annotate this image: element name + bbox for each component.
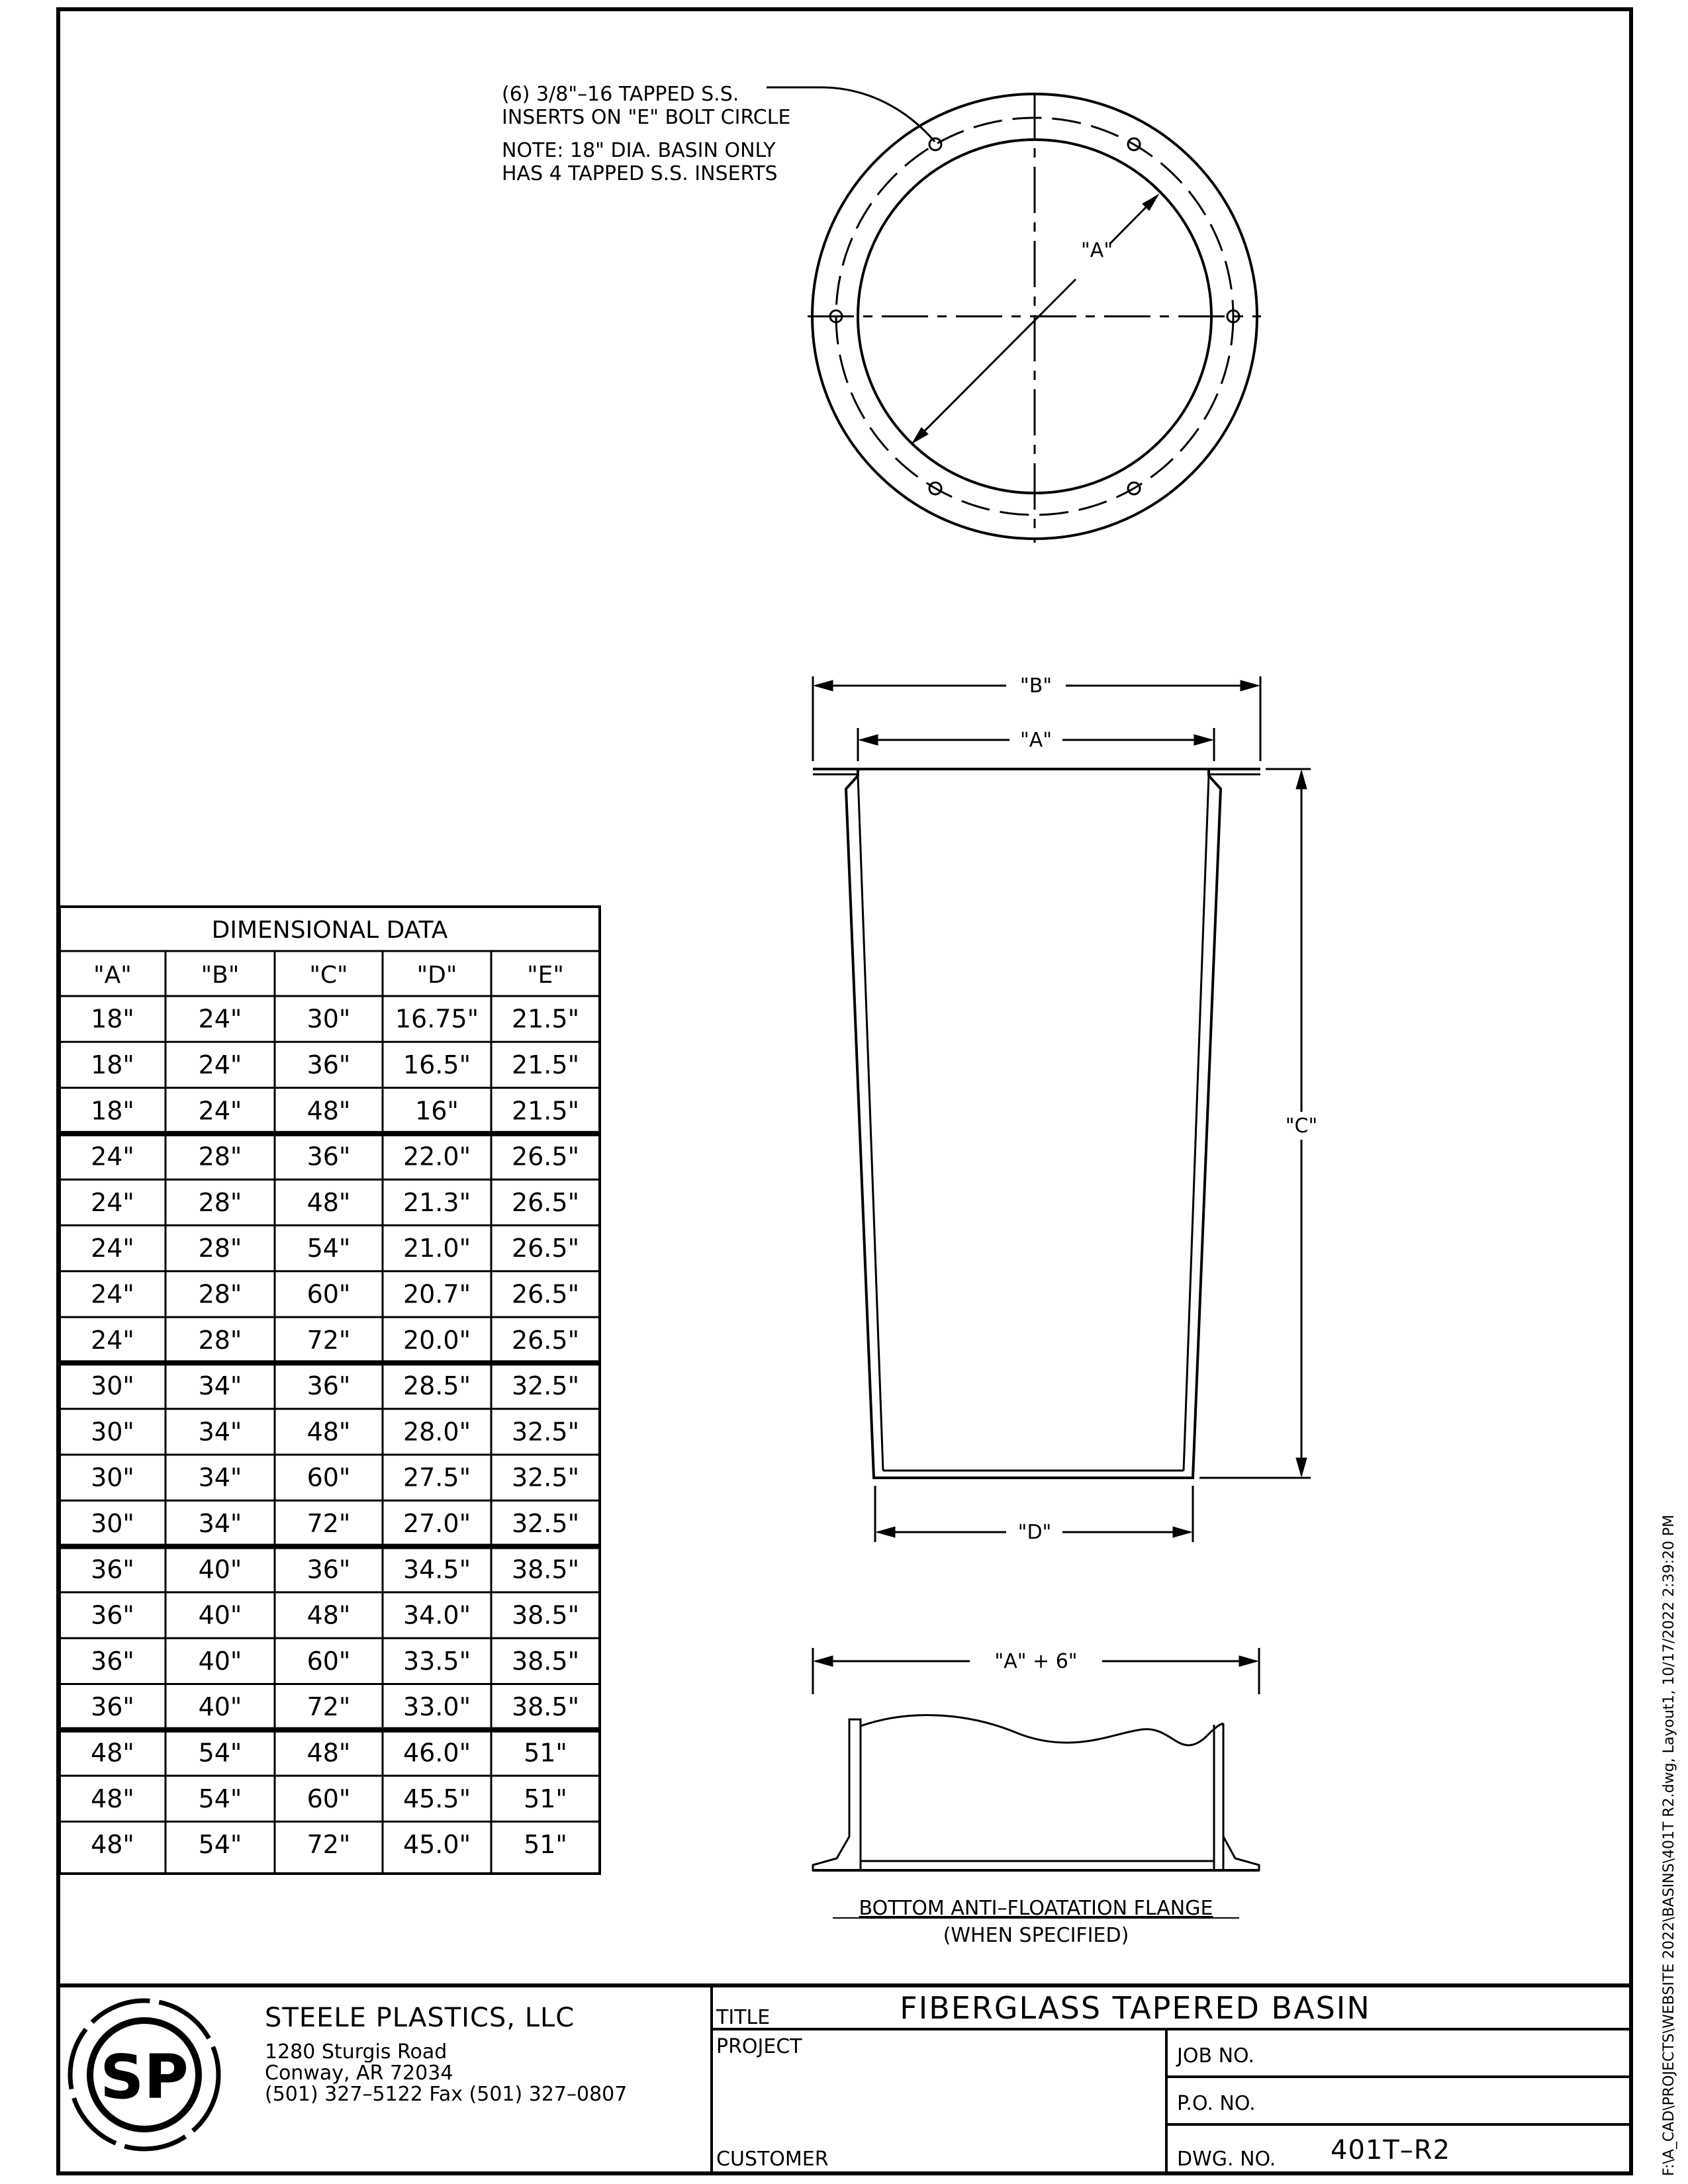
table-cell: 33.5" xyxy=(402,1646,471,1676)
table-cell: 32.5" xyxy=(511,1463,580,1492)
table-cell: 51" xyxy=(524,1784,567,1813)
table-cell: 60" xyxy=(306,1646,351,1676)
table-cell: 18" xyxy=(91,1004,134,1034)
project-label: PROJECT xyxy=(716,2035,802,2058)
table-cell: 72" xyxy=(306,1692,351,1722)
table-cell: 24" xyxy=(91,1234,134,1263)
table-cell: 36" xyxy=(91,1646,134,1676)
table-cell: 21.5" xyxy=(511,1096,580,1126)
table-cell: 72" xyxy=(306,1508,351,1538)
dim-c-arrow-bottom xyxy=(1296,1458,1307,1477)
elevation-view xyxy=(813,676,1311,1542)
flange-caption-line-1: BOTTOM ANTI–FLOATATION FLANGE xyxy=(859,1897,1213,1920)
logo-mark: SP xyxy=(100,2042,189,2113)
plan-note-line-3: NOTE: 18" DIA. BASIN ONLY xyxy=(502,139,776,162)
table-header-cell: "E" xyxy=(527,962,564,989)
table-cell: 60" xyxy=(306,1463,351,1492)
table-cell: 28" xyxy=(198,1279,242,1309)
table-cell: 36" xyxy=(91,1555,134,1584)
table-cell: 21.5" xyxy=(511,1004,580,1034)
company-name: STEELE PLASTICS, LLC xyxy=(265,2003,575,2033)
table-cell: 28" xyxy=(198,1142,242,1171)
table-cell: 26.5" xyxy=(511,1234,580,1263)
dim-b-arrow-right xyxy=(1241,680,1259,691)
dim-c-arrow-top xyxy=(1296,770,1307,789)
table-cell: 48" xyxy=(91,1830,134,1860)
table-cell: 48" xyxy=(306,1738,351,1768)
plan-note-line-4: HAS 4 TAPPED S.S. INSERTS xyxy=(502,162,778,185)
plan-note-line-2: INSERTS ON "E" BOLT CIRCLE xyxy=(502,106,791,129)
table-cell: 18" xyxy=(91,1096,134,1126)
table-cell: 26.5" xyxy=(511,1325,580,1355)
table-header-cell: "D" xyxy=(416,962,457,989)
table-cell: 32.5" xyxy=(511,1508,580,1538)
table-cell: 24" xyxy=(198,1096,242,1126)
flange-left-wall xyxy=(813,1719,861,1870)
po-no-label: P.O. NO. xyxy=(1177,2092,1256,2115)
sheet-border xyxy=(58,9,1631,2173)
table-cell: 36" xyxy=(306,1142,351,1171)
table-cell: 28" xyxy=(198,1234,242,1263)
table-cell: 27.0" xyxy=(402,1508,471,1538)
table-cell: 34" xyxy=(198,1371,242,1401)
table-cell: 40" xyxy=(198,1555,242,1584)
elev-dim-b-label: "B" xyxy=(1019,674,1053,698)
table-cell: 48" xyxy=(91,1738,134,1768)
table-cell: 40" xyxy=(198,1600,242,1630)
table-header-cell: "A" xyxy=(93,962,132,989)
table-title: DIMENSIONAL DATA xyxy=(211,917,448,944)
flange-detail xyxy=(813,1648,1259,1870)
table-cell: 26.5" xyxy=(511,1142,580,1171)
elev-dim-d-label: "D" xyxy=(1017,1521,1052,1544)
table-cell: 48" xyxy=(306,1417,351,1447)
table-cell: 21.0" xyxy=(402,1234,471,1263)
dim-d-arrow-right xyxy=(1173,1527,1192,1537)
table-cell: 54" xyxy=(198,1830,242,1860)
table-cell: 54" xyxy=(198,1738,242,1768)
table-cell: 33.0" xyxy=(402,1692,471,1722)
table-cell: 48" xyxy=(91,1784,134,1813)
table-cell: 40" xyxy=(198,1692,242,1722)
table-cell: 54" xyxy=(306,1234,351,1263)
flange-caption-line-2: (WHEN SPECIFIED) xyxy=(943,1924,1129,1947)
table-cell: 21.5" xyxy=(511,1050,580,1079)
dwg-no-value: 401T–R2 xyxy=(1331,2135,1451,2165)
table-cell: 16.75" xyxy=(395,1004,479,1034)
table-cell: 32.5" xyxy=(511,1417,580,1447)
table-cell: 22.0" xyxy=(402,1142,471,1171)
table-cell: 28" xyxy=(198,1325,242,1355)
table-cell: 24" xyxy=(91,1142,134,1171)
table-cell: 36" xyxy=(306,1050,351,1079)
table-cell: 30" xyxy=(91,1417,134,1447)
table-cell: 72" xyxy=(306,1325,351,1355)
customer-label: CUSTOMER xyxy=(716,2148,829,2171)
company-address-1: 1280 Sturgis Road xyxy=(265,2040,447,2064)
flange-dim-arrow-left xyxy=(814,1656,833,1666)
table-cell: 48" xyxy=(306,1187,351,1217)
table-cell: 36" xyxy=(91,1600,134,1630)
company-address-2: Conway, AR 72034 xyxy=(265,2062,453,2085)
drawing-title: FIBERGLASS TAPERED BASIN xyxy=(900,1990,1371,2026)
plan-note-line-1: (6) 3/8"–16 TAPPED S.S. xyxy=(502,83,739,106)
table-cell: 34.5" xyxy=(402,1555,471,1584)
table-cell: 60" xyxy=(306,1784,351,1813)
table-cell: 30" xyxy=(91,1371,134,1401)
table-cell: 38.5" xyxy=(511,1646,580,1676)
table-cell: 48" xyxy=(306,1096,351,1126)
dimensional-data-table xyxy=(60,907,600,1874)
table-cell: 45.0" xyxy=(402,1830,471,1860)
table-cell: 27.5" xyxy=(402,1463,471,1492)
table-header-cell: "B" xyxy=(201,962,240,989)
table-cell: 36" xyxy=(306,1555,351,1584)
table-cell: 28.0" xyxy=(402,1417,471,1447)
table-cell: 45.5" xyxy=(402,1784,471,1813)
job-no-label: JOB NO. xyxy=(1177,2044,1254,2068)
table-cell: 36" xyxy=(306,1371,351,1401)
table-cell: 16" xyxy=(415,1096,459,1126)
plan-dim-a-label: "A" xyxy=(1081,239,1113,262)
table-cell: 26.5" xyxy=(511,1279,580,1309)
company-phone: (501) 327–5122 Fax (501) 327–0807 xyxy=(265,2083,628,2106)
table-header-cell: "C" xyxy=(309,962,348,989)
elev-dim-c-label: "C" xyxy=(1285,1115,1318,1138)
table-cell: 24" xyxy=(198,1004,242,1034)
table-cell: 24" xyxy=(91,1279,134,1309)
table-cell: 32.5" xyxy=(511,1371,580,1401)
table-cell: 51" xyxy=(524,1738,567,1768)
table-body xyxy=(60,951,600,1874)
dim-a-arrow-left xyxy=(859,735,878,745)
table-cell: 40" xyxy=(198,1646,242,1676)
table-cell: 26.5" xyxy=(511,1187,580,1217)
table-cell: 30" xyxy=(91,1463,134,1492)
table-cell: 54" xyxy=(198,1784,242,1813)
table-cell: 48" xyxy=(306,1600,351,1630)
dim-d-arrow-left xyxy=(876,1527,895,1537)
table-cell: 18" xyxy=(91,1050,134,1079)
table-cell: 24" xyxy=(91,1325,134,1355)
table-cell: 72" xyxy=(306,1830,351,1860)
flange-dim-label: "A" + 6" xyxy=(994,1650,1078,1673)
table-cell: 24" xyxy=(198,1050,242,1079)
table-cell: 46.0" xyxy=(402,1738,471,1768)
bolt-hole xyxy=(929,138,941,150)
table-cell: 28" xyxy=(198,1187,242,1217)
table-cell: 20.0" xyxy=(402,1325,471,1355)
file-path-stamp: F:\A_CAD\PROJECTS\WEBSITE 2022\BASINS\401T R2.dwg, Layout1, 10/17/2022 2:39:20 PM xyxy=(1661,1514,1677,2176)
table-cell: 34.0" xyxy=(402,1600,471,1630)
table-cell: 34" xyxy=(198,1508,242,1538)
dim-b-arrow-left xyxy=(814,680,833,691)
table-cell: 16.5" xyxy=(402,1050,471,1079)
dwg-no-label: DWG. NO. xyxy=(1177,2148,1276,2171)
table-cell: 36" xyxy=(91,1692,134,1722)
table-cell: 38.5" xyxy=(511,1555,580,1584)
flange-dim-arrow-right xyxy=(1239,1656,1258,1666)
table-cell: 60" xyxy=(306,1279,351,1309)
flange-right-wall xyxy=(1223,1723,1259,1870)
flange-break-line xyxy=(861,1715,1223,1745)
elev-dim-a-label: "A" xyxy=(1019,729,1053,752)
title-label: TITLE xyxy=(716,2006,771,2029)
table-cell: 38.5" xyxy=(511,1600,580,1630)
table-cell: 30" xyxy=(306,1004,351,1034)
plan-view xyxy=(767,87,1261,543)
table-cell: 21.3" xyxy=(402,1187,471,1217)
table-cell: 34" xyxy=(198,1417,242,1447)
table-cell: 24" xyxy=(91,1187,134,1217)
table-cell: 28.5" xyxy=(402,1371,471,1401)
dim-a-arrow-right xyxy=(1194,735,1213,745)
table-cell: 38.5" xyxy=(511,1692,580,1722)
table-cell: 30" xyxy=(91,1508,134,1538)
table-cell: 51" xyxy=(524,1830,567,1860)
table-cell: 20.7" xyxy=(402,1279,471,1309)
dim-a-leader xyxy=(914,279,1076,442)
table-cell: 34" xyxy=(198,1463,242,1492)
